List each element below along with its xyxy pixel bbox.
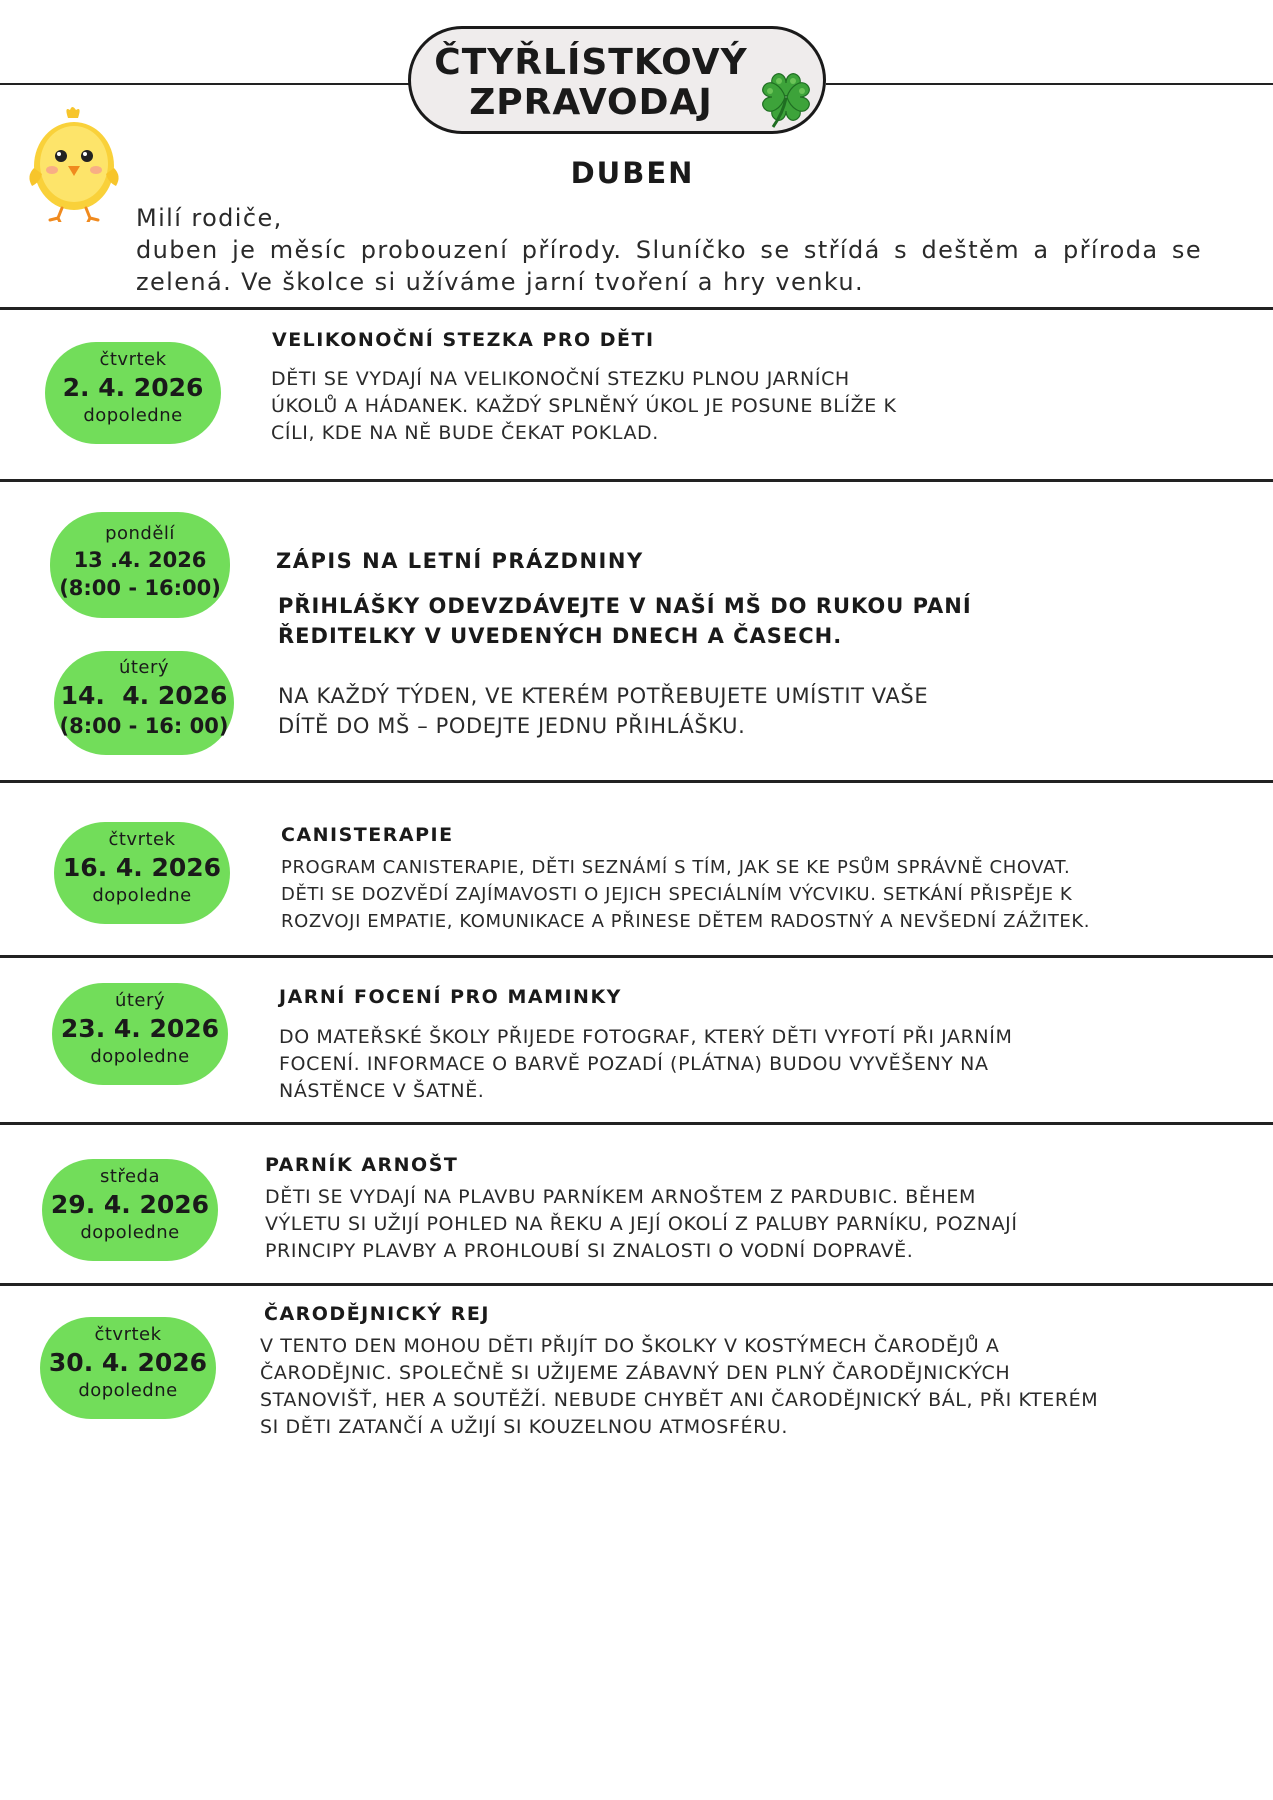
event-description [265,1184,1018,1265]
description-line: ROZVOJI EMPATIE, KOMUNIKACE A PŘINESE DĚTEM RADOSTNÝ A NEVŠEDNÍ ZÁŽITEK. [281,911,1091,932]
description-line: NÁSTĚNCE V ŠATNĚ. [279,1080,485,1102]
event-time: dopoledne [83,405,183,426]
event-title: ZÁPIS NA LETNÍ PRÁZDNINY [276,549,644,573]
event-date-badge [54,822,230,924]
description-line: PRINCIPY PLAVBY A PROHLOUBÍ SI ZNALOSTI O VODNÍ DOPRAVĚ. [265,1240,914,1262]
event-description [260,1333,1098,1441]
event-day: středa [100,1166,160,1187]
event-date-badge [40,1317,216,1419]
description-line: PROGRAM CANISTERAPIE, DĚTI SEZNÁMÍ S TÍM, JAK SE KE PSŮM SPRÁVNĚ CHOVAT. [281,857,1071,878]
event-day: čtvrtek [99,349,167,370]
notice-line: PŘIHLÁŠKY ODEVZDÁVEJTE V NAŠÍ MŠ DO RUKOU PANÍ [278,594,972,618]
event-title: CANISTERAPIE [281,824,454,846]
event-title: PARNÍK ARNOŠT [265,1154,459,1176]
intro-text [136,202,1202,298]
event-title: JARNÍ FOCENÍ PRO MAMINKY [279,986,622,1008]
header-rule-left [0,83,410,85]
newsletter-title-pill [408,26,826,134]
description-line: DO MATEŘSKÉ ŠKOLY PŘIJEDE FOTOGRAF, KTERÝ DĚTI VYFOTÍ PŘI JARNÍM [279,1026,1013,1048]
event-date: 2. 4. 2026 [62,373,204,402]
section-divider [0,780,1273,783]
section-divider [0,307,1273,310]
event-date: 29. 4. 2026 [50,1190,210,1219]
description-line: FOCENÍ. INFORMACE O BARVĚ POZADÍ (PLÁTNA) BUDOU VYVĚŠENY NA [279,1053,989,1075]
description-line: NA KAŽDÝ TÝDEN, VE KTERÉM POTŘEBUJETE UMÍSTIT VAŠE [278,684,929,708]
event-time: dopoledne [92,885,192,906]
event-day: pondělí [105,523,175,544]
description-line: DĚTI SE DOZVĚDÍ ZAJÍMAVOSTI O JEJICH SPECIÁLNÍM VÝCVIKU. SETKÁNÍ PŘISPĚJE K [281,884,1073,905]
description-line: V TENTO DEN MOHOU DĚTI PŘIJÍT DO ŠKOLKY V KOSTÝMECH ČARODĚJŮ A [260,1335,1000,1357]
intro-greeting: Milí rodiče, [136,204,283,232]
header-rule-right [826,83,1273,85]
description-line: STANOVIŠŤ, HER A SOUTĚŽÍ. NEBUDE CHYBĚT ANI ČARODĚJNICKÝ BÁL, PŘI KTERÉM [260,1389,1099,1411]
description-line: DĚTI SE VYDAJÍ NA VELIKONOČNÍ STEZKU PLNOU JARNÍCH [271,368,850,390]
description-line: ČARODĚJNIC. SPOLEČNĚ SI UŽIJEME ZÁBAVNÝ DEN PLNÝ ČARODĚJNICKÝCH [260,1362,1011,1384]
event-description [278,681,928,741]
description-line: CÍLI, KDE NA NĚ BUDE ČEKAT POKLAD. [271,422,659,444]
notice-line: ŘEDITELKY V UVEDENÝCH DNECH A ČASECH. [278,624,843,648]
event-description [279,1024,1012,1105]
event-time: (8:00 - 16:00) [59,576,221,600]
intro-line: zelená. Ve školce si užíváme jarní tvoření a hry venku. [136,268,865,296]
description-line: ÚKOLŮ A HÁDANEK. KAŽDÝ SPLNĚNÝ ÚKOL JE POSUNE BLÍŽE K [271,395,897,417]
event-title: VELIKONOČNÍ STEZKA PRO DĚTI [272,329,655,351]
event-date: 14. 4. 2026 [60,681,228,710]
description-line: DĚTI SE VYDAJÍ NA PLAVBU PARNÍKEM ARNOŠTEM Z PARDUBIC. BĚHEM [265,1186,976,1208]
description-line: VÝLETU SI UŽIJÍ POHLED NA ŘEKU A JEJÍ OKOLÍ Z PALUBY PARNÍKU, POZNAJÍ [265,1213,1018,1235]
description-line: DÍTĚ DO MŠ – PODEJTE JEDNU PŘIHLÁŠKU. [278,714,746,738]
month-heading: DUBEN [570,156,695,190]
title-line-2: ZPRAVODAJ [469,82,713,123]
event-date-badge [42,1159,218,1261]
four-leaf-clover-icon [753,65,819,131]
section-divider [0,1283,1273,1286]
event-date: 13 .4. 2026 [73,548,207,572]
event-time: dopoledne [90,1046,190,1067]
event-description [271,366,897,447]
event-date: 16. 4. 2026 [62,853,222,882]
event-date-badge [54,651,234,755]
event-description [281,854,1090,935]
event-time: dopoledne [78,1380,178,1401]
event-time: (8:00 - 16: 00) [59,714,229,738]
event-day: úterý [114,990,166,1011]
event-title: ČARODĚJNICKÝ REJ [264,1303,490,1325]
section-divider [0,955,1273,958]
event-date-badge [50,512,230,618]
event-notice [278,591,972,651]
event-date-badge [52,983,228,1085]
event-time: dopoledne [80,1222,180,1243]
event-date-badge [45,342,221,444]
description-line: SI DĚTI ZATANČÍ A UŽIJÍ SI KOUZELNOU ATMOSFÉRU. [260,1416,789,1438]
event-date: 30. 4. 2026 [48,1348,208,1377]
event-date: 23. 4. 2026 [60,1014,220,1043]
section-divider [0,1122,1273,1125]
section-divider [0,479,1273,482]
newsletter-title [411,43,771,123]
event-day: čtvrtek [108,829,176,850]
intro-line: duben je měsíc probouzení přírody. Sluníčko se střídá s deštěm a příroda se [136,236,1202,264]
event-day: čtvrtek [94,1324,162,1345]
event-day: úterý [118,657,170,678]
title-line-1: ČTYŘLÍSTKOVÝ [434,42,748,83]
